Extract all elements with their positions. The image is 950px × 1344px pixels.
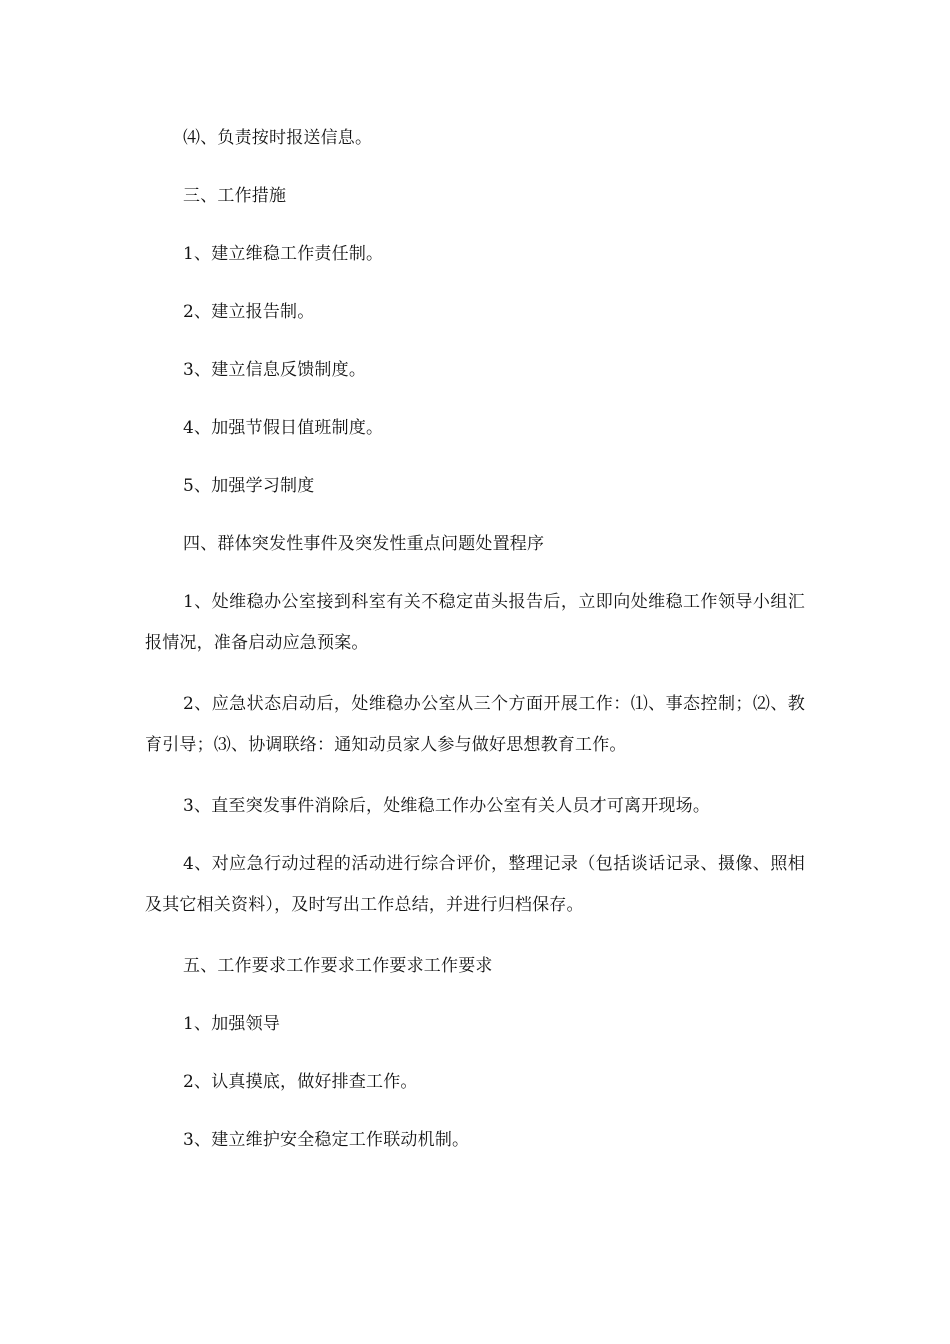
measure-study-system: 5、加强学习制度	[183, 476, 315, 496]
document-body	[145, 118, 805, 1178]
procedure-step-2: 2、应急状态启动后，处维稳办公室从三个方面开展工作：⑴、事态控制；⑵、教育引导；⑶、协调联络：通知动员家人参与做好思想教育工作。	[145, 694, 805, 755]
procedure-step-1: 1、处维稳办公室接到科室有关不稳定苗头报告后，立即向处维稳工作领导小组汇报情况，准备启动应急预案。	[145, 592, 805, 653]
measure-holiday-duty: 4、加强节假日值班制度。	[183, 418, 384, 438]
requirement-leadership: 1、加强领导	[183, 1014, 281, 1034]
requirement-linkage-mechanism: 3、建立维护安全稳定工作联动机制。	[183, 1130, 470, 1150]
measure-feedback-system: 3、建立信息反馈制度。	[183, 360, 367, 380]
procedure-step-4: 4、对应急行动过程的活动进行综合评价，整理记录（包括谈话记录、摄像、照相及其它相关资料），及时写出工作总结，并进行归档保存。	[145, 854, 805, 915]
heading-emergency-procedure: 四、群体突发性事件及突发性重点问题处置程序	[183, 534, 545, 554]
measure-report-system: 2、建立报告制。	[183, 302, 315, 322]
procedure-step-3: 3、直至突发事件消除后，处维稳工作办公室有关人员才可离开现场。	[183, 796, 711, 816]
requirement-investigation: 2、认真摸底，做好排查工作。	[183, 1072, 418, 1092]
measure-responsibility-system: 1、建立维稳工作责任制。	[183, 244, 384, 264]
heading-work-requirements: 五、工作要求工作要求工作要求工作要求	[183, 956, 493, 976]
heading-work-measures: 三、工作措施	[183, 186, 287, 206]
item-report-info: ⑷、负责按时报送信息。	[183, 128, 373, 148]
